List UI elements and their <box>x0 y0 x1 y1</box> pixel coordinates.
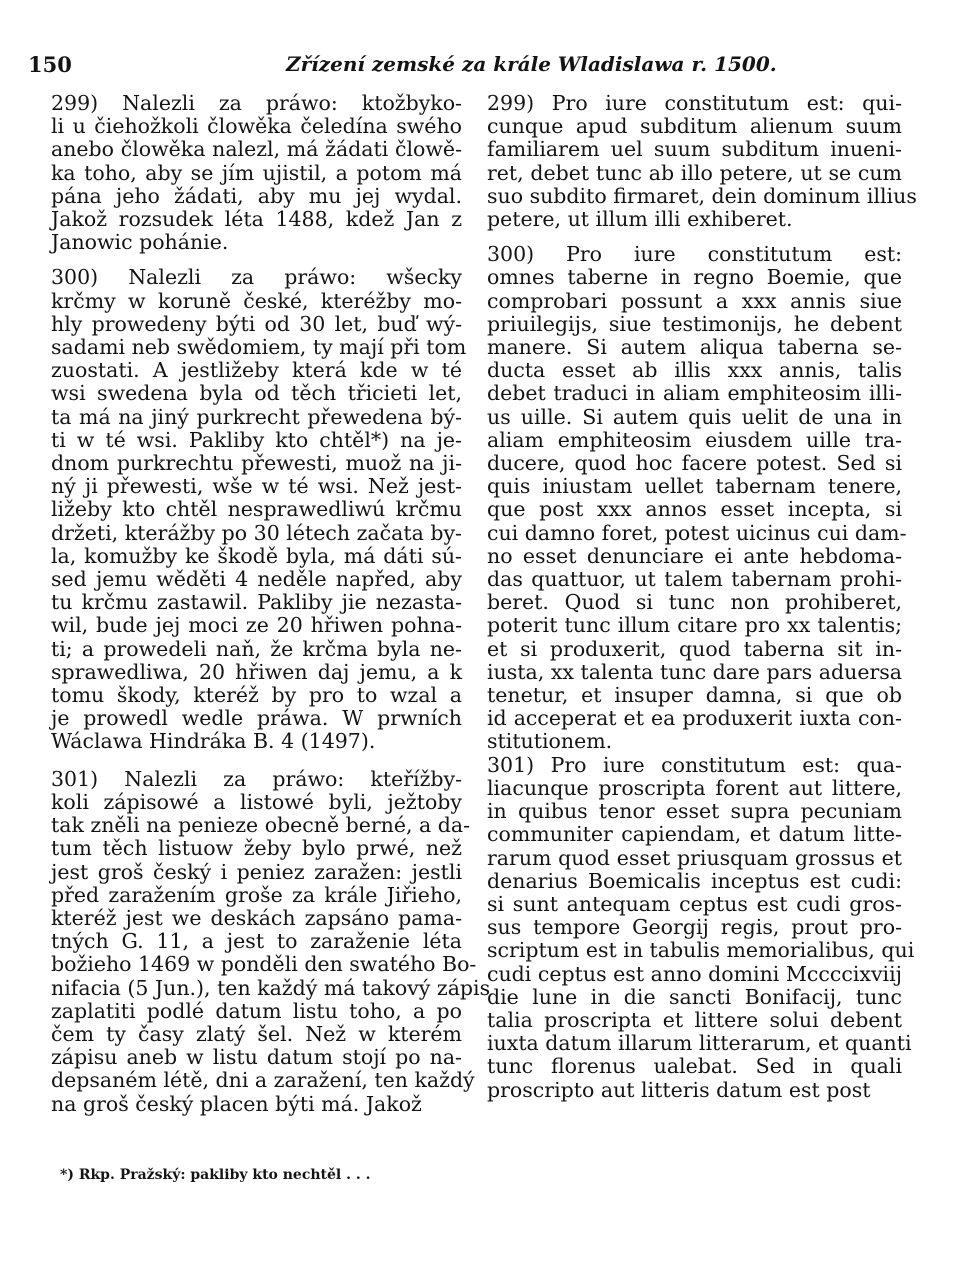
text-line: koli zápisowé a listowé byli, ježtoby <box>51 789 462 814</box>
text-line: ti w té wsi. Pakliby kto chtěl*) na je- <box>51 427 462 452</box>
text-line: 301) Nalezli za práwo: kteřížby- <box>51 766 462 791</box>
text-line: držeti, kterážby po 30 létech začata by- <box>51 520 462 545</box>
text-line: wil, bude jej moci ze 20 hřiwen pohna- <box>51 613 462 638</box>
text-line: božieho 1469 w ponděli den swatého Bo- <box>51 952 477 977</box>
text-line: krčmy w koruně české, kteréžby mo- <box>51 288 462 313</box>
text-line: Wáclawa Hindráka B. 4 (1497). <box>51 729 376 754</box>
text-line: die lune in die sancti Bonifacij, tunc <box>487 984 902 1009</box>
text-line: 301) Pro iure constitutum est: qua- <box>487 752 902 777</box>
text-line: zuostati. A jestližeby která kde w té <box>51 358 462 383</box>
footnote: *) Rkp. Pražský: pakliby kto nechtěl . . . <box>60 1167 371 1183</box>
text-line: zaplatiti podlé datum listu toho, a po <box>51 998 462 1023</box>
text-line: quis iniustam uellet tabernam tenere, <box>487 474 902 499</box>
text-line: dnom purkrechtu přewesti, muož na ji- <box>51 451 462 476</box>
paragraph <box>487 242 907 754</box>
paragraph <box>487 752 915 1102</box>
text-line: omnes taberne in regno Boemie, que <box>487 265 902 290</box>
text-line: ti; a prowedeli naň, že krčma byla ne- <box>51 636 462 661</box>
text-line: denarius Boemicalis inceptus est cudi: <box>487 868 902 893</box>
text-line: ta má na jiný purkrecht přewedena bý- <box>51 404 462 429</box>
text-line: manere. Si autem aliqua taberna se- <box>487 335 902 360</box>
text-line: tomu škody, kteréž by pro to wzal a <box>51 683 462 708</box>
text-line: jest groš český i peniez zaražen: jestli <box>51 859 462 884</box>
text-line: no esset denunciare ei ante hebdoma- <box>487 543 902 568</box>
text-line: zápisu aneb w listu datum stojí po na- <box>51 1045 462 1070</box>
text-line: talia proscripta et littere solui debent <box>487 1007 902 1032</box>
paragraph <box>51 92 462 254</box>
text-line: cunque apud subditum alienum suum <box>487 114 902 139</box>
text-line: kteréž jest we deskách zapsáno pama- <box>51 905 462 930</box>
paragraph <box>51 265 467 754</box>
text-line: tunc florenus ualebat. Sed in quali <box>487 1054 902 1079</box>
text-line: na groš český placen býti má. Jakož <box>51 1091 422 1116</box>
text-line: rarum quod esset priusquam grossus et <box>487 845 902 870</box>
text-line: us uille. Si autem quis uelit de una in <box>487 404 902 429</box>
text-line: sed jemu wěděti 4 neděle napřed, aby <box>51 567 462 592</box>
text-line: ližeby kto chtěl nesprawedliwú krčmu <box>51 497 462 522</box>
text-line: tak zněli na penieze obecně berné, a da- <box>51 813 471 838</box>
text-line: in quibus tenor esset supra pecuniam <box>487 799 902 824</box>
text-line: si sunt antequam ceptus est cudi gros- <box>487 891 902 916</box>
text-line: nifacia (5 Jun.), ten každý má takový zápis <box>51 975 491 1000</box>
text-line: tných G. 11, a jest to zaraženie léta <box>51 929 462 954</box>
text-line: 300) Nalezli za práwo: wšecky <box>51 265 462 290</box>
right-column <box>487 91 917 1102</box>
text-line: tum těch listuow žeby bylo prwé, než <box>51 836 462 861</box>
text-line: cui damno foret, potest uicinus cui dam- <box>487 520 907 545</box>
text-line: beret. Quod si tunc non prohiberet, <box>487 590 902 615</box>
text-line: je prowedl wedle práwa. W prwních <box>51 706 462 731</box>
text-line: Jakož rozsudek léta 1488, kdež Jan z <box>51 207 462 232</box>
text-line: čem ty časy zlatý šel. Než w kterém <box>51 1021 462 1046</box>
text-line: sadami neb swědomiem, ty mají při tom <box>51 335 467 360</box>
text-line: depsaném létě, dni a zaražení, ten každý <box>51 1068 475 1093</box>
left-column <box>51 91 491 1116</box>
text-line: sprawedliwa, 20 hřiwen daj jemu, a k <box>51 659 462 684</box>
text-line: liacunque proscripta forent aut littere, <box>487 775 902 800</box>
text-line: cudi ceptus est anno domini Mccccixviij <box>487 961 902 986</box>
text-line: pána jeho žádati, aby mu jej wydal. <box>51 183 462 208</box>
text-line: 299) Pro iure constitutum est: qui- <box>487 91 902 115</box>
text-line: ducta esset ab illis xxx annis, talis <box>487 358 902 383</box>
text-line: ka toho, aby se jím ujistil, a potom má <box>51 160 462 185</box>
text-line: scriptum est in tabulis memorialibus, qui <box>487 938 915 963</box>
text-line: priuilegijs, siue testimonijs, he debent <box>487 311 902 336</box>
text-line: tenetur, et insuper damna, si que ob <box>487 683 902 708</box>
text-line: comprobari possunt a xxx annis siue <box>487 288 902 313</box>
text-line: 300) Pro iure constitutum est: <box>487 242 902 267</box>
text-line: anebo člowěka nalezl, má žádati člowě- <box>51 137 462 162</box>
text-line: id acceperat et ea produxerit iuxta con- <box>487 706 902 731</box>
text-line: das quattuor, ut talem tabernam prohi- <box>487 567 902 592</box>
text-line: suo subdito firmaret, dein dominum illius <box>487 183 917 208</box>
text-line: před zaražením groše za krále Jiřieho, <box>51 882 462 907</box>
text-line: petere, ut illum illi exhiberet. <box>487 207 793 232</box>
text-line: ret, debet tunc ab illo petere, ut se cum <box>487 160 902 185</box>
text-line: iusta, xx talenta tunc dare pars aduersa <box>487 659 902 684</box>
paragraph-gap <box>51 754 462 768</box>
text-line: communiter capiendam, et datum litte- <box>487 822 902 847</box>
paragraph <box>51 766 491 1116</box>
text-line: la, komužby ke škodě byla, má dáti sú- <box>51 543 462 568</box>
text-line: debet traduci in aliam emphiteosim illi- <box>487 381 902 406</box>
text-line: hly prowedeny býti od 30 let, buď wý- <box>51 311 462 336</box>
text-line: que post xxx annos esset incepta, si <box>487 497 902 522</box>
text-line: iuxta datum illarum litterarum, et quanti <box>487 1031 912 1056</box>
text-line: wsi swedena byla od těch třicieti let, <box>51 381 462 406</box>
text-line: aliam emphiteosim eiusdem uille tra- <box>487 427 902 452</box>
text-line: stitutionem. <box>487 729 613 754</box>
text-line: 299) Nalezli za práwo: ktožbyko- <box>51 91 462 115</box>
text-line: et si produxerit, quod taberna sit in- <box>487 636 902 661</box>
text-line: ducere, quod hoc facere potest. Sed si <box>487 451 902 476</box>
running-title: Zřízení zemské za krále Wladislawa r. 1500. <box>286 52 777 76</box>
text-line: li u čiehožkoli člowěka čeledína swého <box>51 114 462 139</box>
paragraph <box>487 91 917 232</box>
text-line: tu krčmu zastawil. Pakliby jie nezasta- <box>51 590 462 615</box>
text-line: proscripto aut litteris datum est post <box>487 1077 871 1102</box>
text-line: familiarem uel suum subditum inueni- <box>487 137 902 162</box>
text-line: poterit tunc illum citare pro xx talentis; <box>487 613 902 638</box>
page-number: 150 <box>28 52 72 77</box>
text-line: ný ji přewesti, wše w té wsi. Než jest- <box>51 474 462 499</box>
text-line: Janowic pohánie. <box>51 230 229 255</box>
text-line: sus tempore Georgij regis, prout pro- <box>487 915 902 940</box>
